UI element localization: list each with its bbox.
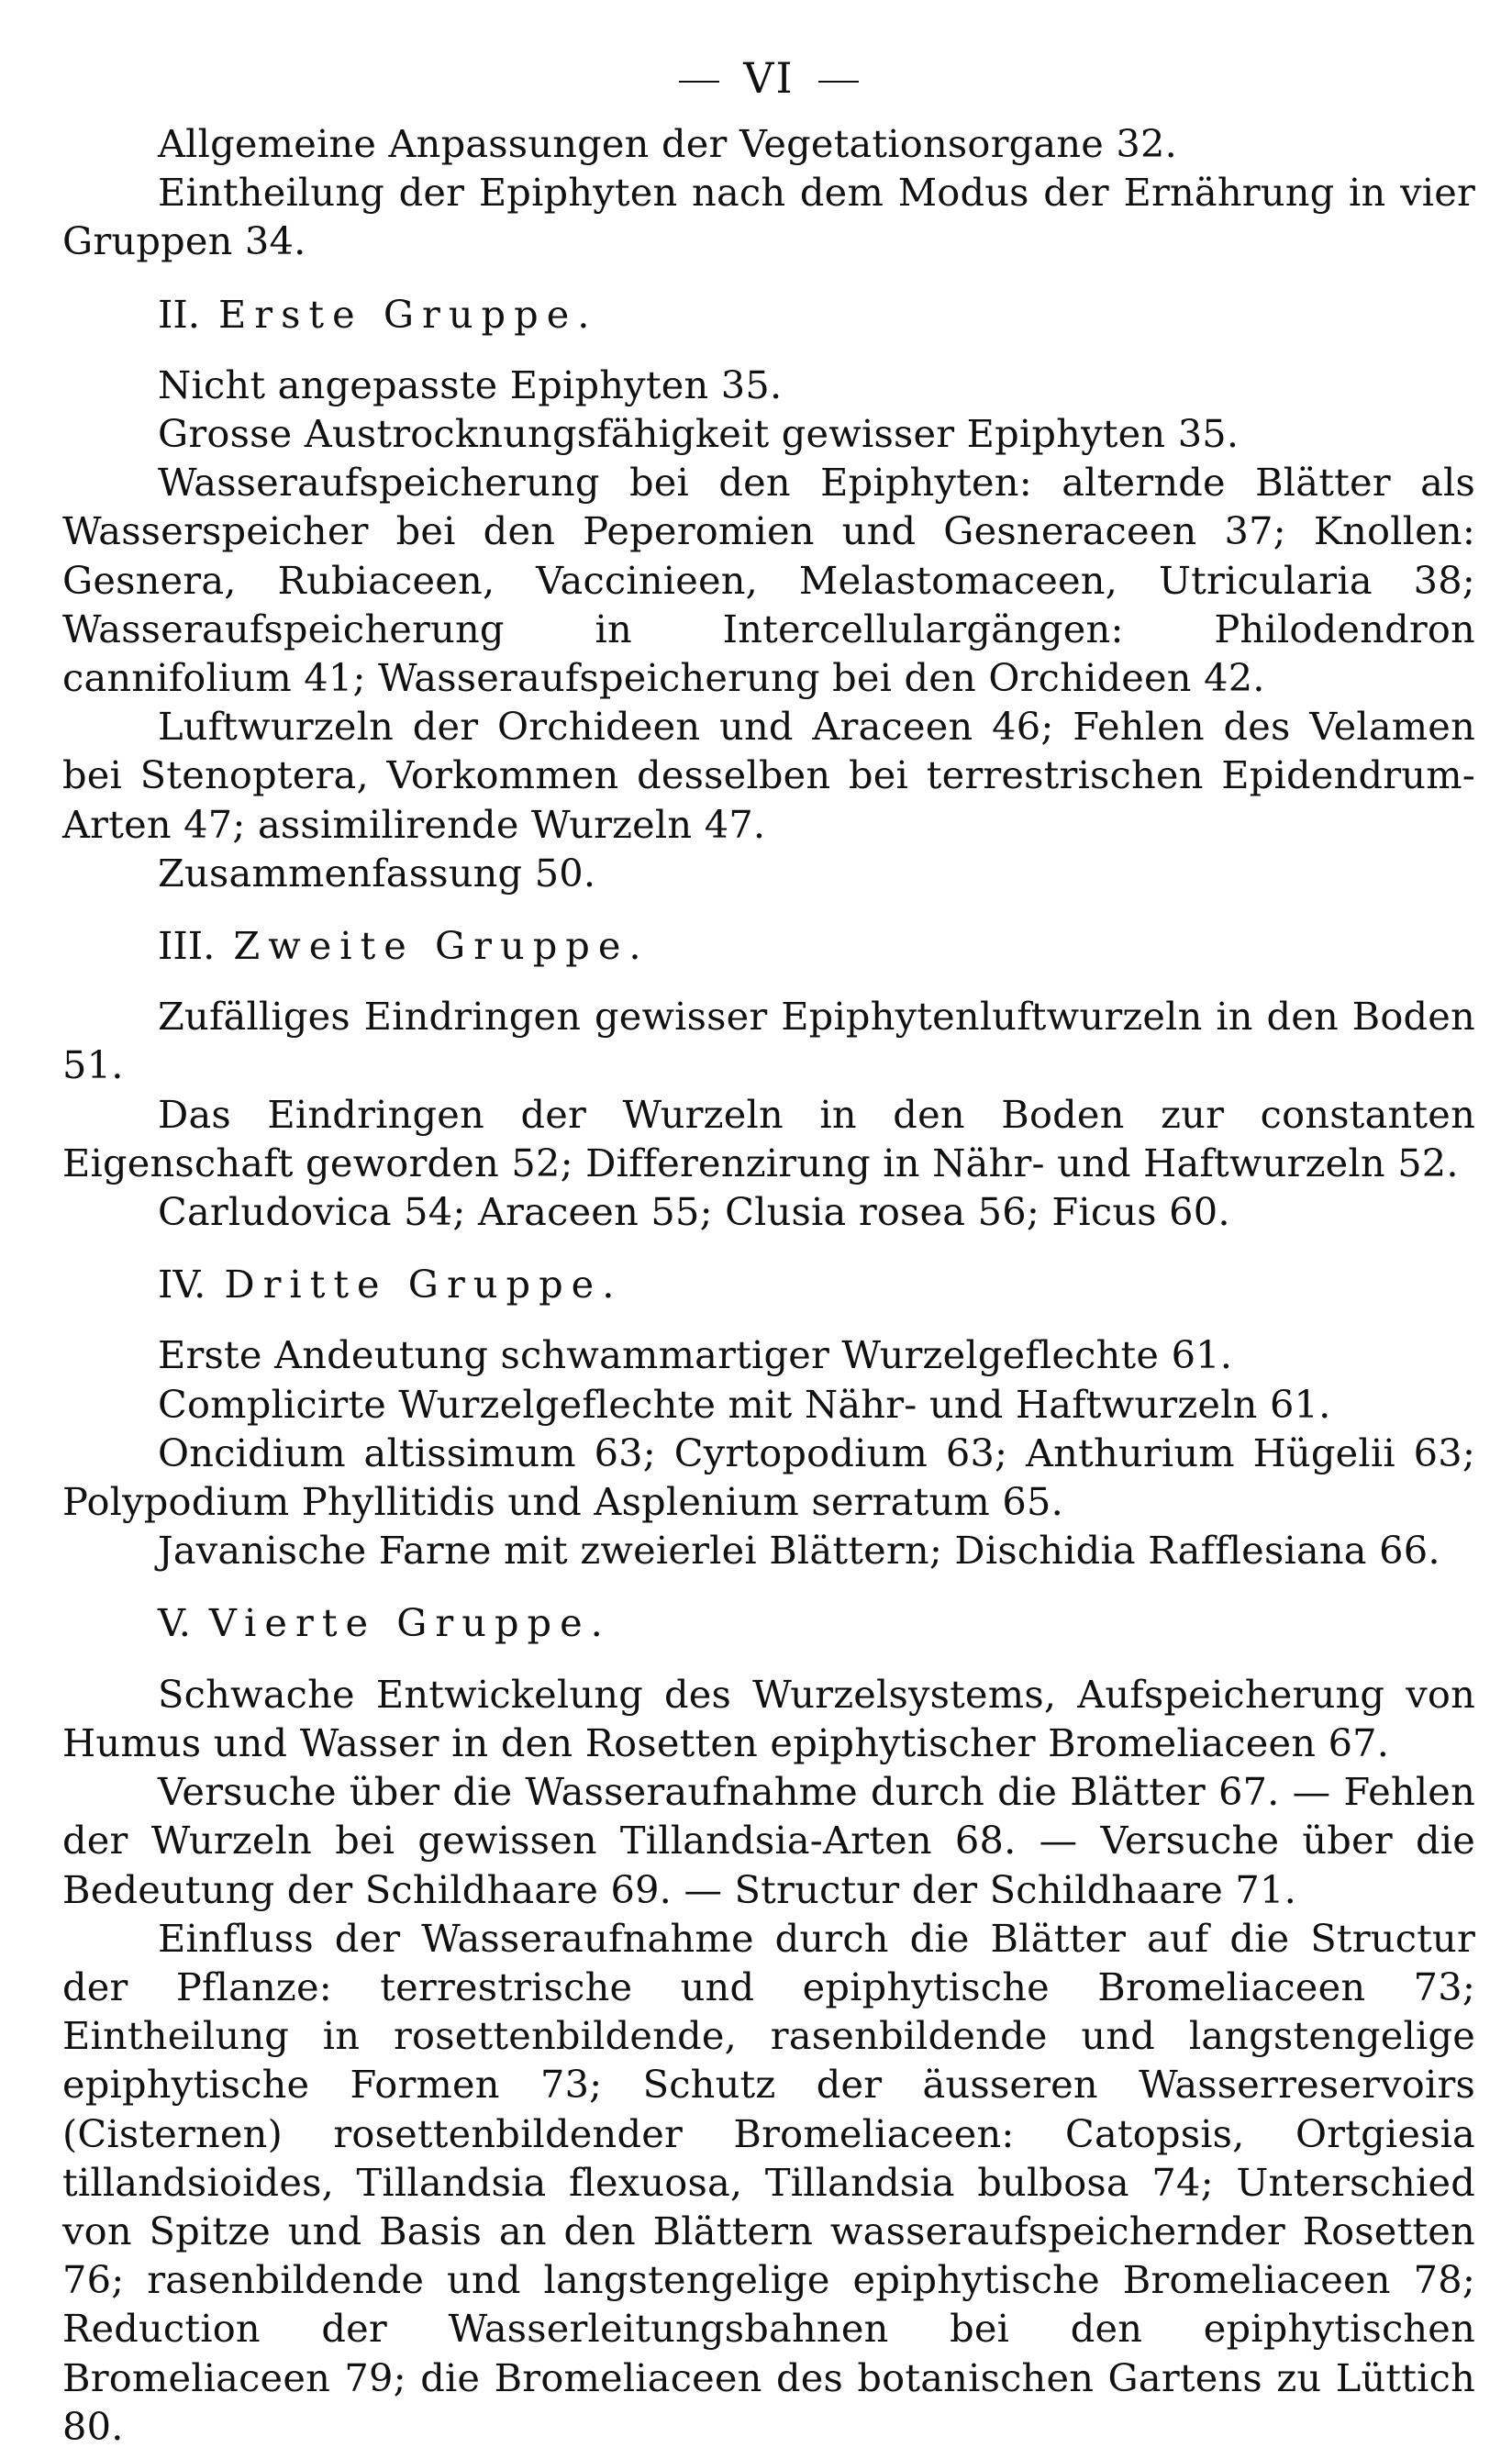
toc-entry: Eintheilung der Epiphyten nach dem Modus der Ernährung in vier Gruppen 34. <box>62 170 1475 264</box>
section-heading <box>158 1260 1475 1308</box>
toc-entry: Oncidium altissimum 63; Cyrtopodium 63; Anthurium Hügelii 63; Polypodium Phyllitidis und Asplenium serratum 65. <box>62 1430 1475 1525</box>
toc-entry: Luftwurzeln der Orchideen und Araceen 46; Fehlen des Velamen bei Stenoptera, Vorkommen desselben bei terrestrischen Epidendrum-Arten 47; assimilirende Wurzeln 47. <box>62 704 1475 847</box>
toc-entry: Wasseraufspeicherung bei den Epiphyten: alternde Blätter als Wasserspeicher bei den Peperomien und Gesneraceen 37; Knollen: Gesnera, Rubiaceen, Vaccinieen, Melastomaceen, Utricularia 38; Wasseraufspeicherung in Intercellulargängen: Philodendron cannifolium 41; Wasseraufspeicherung bei den Orchideen 42. <box>62 460 1475 701</box>
section-heading <box>158 290 1475 339</box>
toc-entry: Das Eindringen der Wurzeln in den Boden zur constanten Eigenschaft geworden 52; Differenzirung in Nähr- und Haftwurzeln 52. <box>62 1091 1475 1185</box>
section-title: Vierte Gruppe. <box>208 1600 611 1646</box>
section-title: Zweite Gruppe. <box>233 923 650 969</box>
section-number: II. <box>158 291 200 337</box>
toc-entry: Allgemeine Anpassungen der Vegetationsorgane 32. <box>158 121 1177 166</box>
toc-entry: Zusammenfassung 50. <box>158 850 596 896</box>
header-dash-left <box>679 81 719 83</box>
section-heading <box>158 921 1475 970</box>
header-dash-right <box>818 81 859 83</box>
toc-entry: Nicht angepasste Epiphyten 35. <box>158 362 783 407</box>
toc-entry: Javanische Farne mit zweierlei Blättern; Dischidia Rafflesiana 66. <box>158 1528 1440 1574</box>
page-header <box>62 37 1475 119</box>
book-page <box>62 37 1475 2451</box>
section-number: V. <box>158 1600 191 1646</box>
toc-entry: Einfluss der Wasseraufnahme durch die Blätter auf die Structur der Pflanze: terrestrische und epiphytische Bromeliaceen 73; Eintheilung in rosettenbildende, rasenbildende und langstengelige epiphytische Formen 73; Schutz der äusseren Wasserreservoirs (Cisternen) rosettenbildender Bromeliaceen: Catopsis, Ortgiesia tillandsioides, Tillandsia flexuosa, Tillandsia bulbosa 74; Unterschied von Spitze und Basis an den Blättern wasseraufspeichernder Rosetten 76; rasenbildende und langstengelige epiphytische Bromeliaceen 78; Reduction der Wasserleitungsbahnen bei den epiphytischen Bromeliaceen 79; die Bromeliaceen des botanischen Gartens zu Lüttich 80. <box>62 1915 1475 2449</box>
toc-entry: Zufälliges Eindringen gewisser Epiphytenluftwurzeln in den Boden 51. <box>62 994 1475 1088</box>
section-title: Erste Gruppe. <box>217 291 598 337</box>
toc-entry: Erste Andeutung schwammartiger Wurzelgeflechte 61. <box>158 1332 1233 1378</box>
toc-entry: Versuche über die Wasseraufnahme durch die Blätter 67. — Fehlen der Wurzeln bei gewissen Tillandsia-Arten 68. — Versuche über die Bedeutung der Schildhaare 69. — Structur der Schildhaare 71. <box>62 1769 1475 1912</box>
toc-entry: Grosse Austrocknungsfähigkeit gewisser Epiphyten 35. <box>158 411 1240 457</box>
section-heading <box>158 1598 1475 1647</box>
section-number: IV. <box>158 1262 206 1307</box>
toc-entry: Complicirte Wurzelgeflechte mit Nähr- und Haftwurzeln 61. <box>158 1381 1331 1427</box>
page-number: VI <box>743 53 795 103</box>
section-number: III. <box>158 923 216 969</box>
toc-entry: Carludovica 54; Araceen 55; Clusia rosea 56; Ficus 60. <box>158 1189 1230 1235</box>
toc-entry: Schwache Entwickelung des Wurzelsystems, Aufspeicherung von Humus und Wasser in den Rosetten epiphytischer Bromeliaceen 67. <box>62 1671 1475 1765</box>
section-title: Dritte Gruppe. <box>224 1262 623 1307</box>
